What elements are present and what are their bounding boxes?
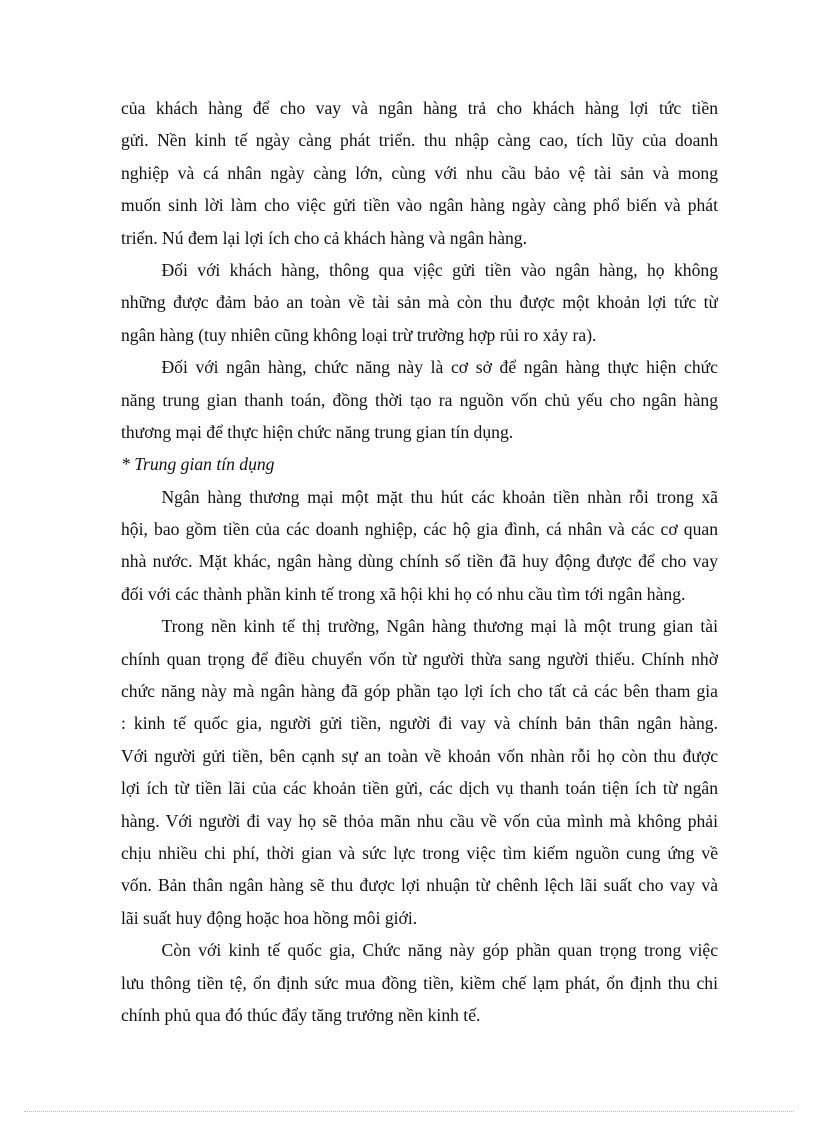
text-line: những được đảm bảo an toàn về tài sản mà còn thu được một khoản lợi tức từ (121, 292, 718, 313)
paragraph (121, 610, 718, 934)
text-line: nghiệp và cá nhân ngày càng lớn, cùng với nhu cầu bảo vệ tài sản và mong (121, 162, 718, 183)
text-line: lưu thông tiền tệ, ổn định sức mua đồng tiền, kiềm chế lạm phát, ổn định thu chi (121, 972, 718, 993)
text-line: chính quan trọng để điều chuyển vốn từ người thừa sang người thiếu. Chính nhờ (121, 648, 718, 669)
text-line: muốn sinh lời làm cho việc gửi tiền vào ngân hàng ngày càng phổ biến và phát (121, 195, 718, 216)
text-line: triển. Nú đem lại lợi ích cho cả khách hàng và ngân hàng. (121, 227, 528, 248)
text-line: lãi suất huy động hoặc hoa hồng môi giới. (121, 907, 418, 928)
heading-text: * Trung gian tín dụng (121, 454, 275, 475)
text-line: Với người gửi tiền, bên cạnh sự an toàn về khoản vốn nhàn rỗi họ còn thu được (121, 745, 718, 766)
text-line: Còn với kinh tế quốc gia, Chức năng này góp phần quan trọng trong việc (161, 940, 718, 961)
text-line: vốn. Bản thân ngân hàng sẽ thu được lợi nhuận từ chênh lệch lãi suất cho vay và (121, 875, 718, 896)
text-line: Đối với ngân hàng, chức năng này là cơ sở để ngân hàng thực hiện chức (161, 357, 718, 378)
text-line: chịu nhiều chi phí, thời gian và sức lực trong việc tìm kiếm nguồn cung ứng về (121, 842, 718, 863)
paragraph (121, 92, 718, 254)
text-line: Đối với khách hàng, thông qua vịệc gửi tiền vào ngân hàng, họ không (161, 259, 718, 280)
section-heading (121, 448, 718, 480)
text-line: ngân hàng (tuy nhiên cũng không loại trừ trường hợp rủi ro xảy ra). (121, 324, 597, 345)
text-line: lợi ích từ tiền lãi của các khoản tiền gửi, các dịch vụ thanh toán tiện ích từ ngân (121, 778, 718, 799)
text-line: thương mại để thực hiện chức năng trung gian tín dụng. (121, 421, 514, 442)
page-bottom-divider (24, 1111, 794, 1112)
text-line: Ngân hàng thương mại một mặt thu hút các khoản tiền nhàn rỗi trong xã (161, 486, 718, 507)
text-line: nhà nước. Mặt khác, ngân hàng dùng chính số tiền đã huy động được để cho vay (121, 551, 718, 572)
paragraph (121, 481, 718, 611)
paragraph (121, 254, 718, 351)
text-line: : kinh tế quốc gia, người gửi tiền, người đi vay và chính bản thân ngân hàng. (121, 713, 718, 734)
text-line: hàng. Với người đi vay họ sẽ thỏa mãn nhu cầu về vốn của mình mà không phải (121, 810, 718, 831)
text-line: chức năng này mà ngân hàng đã góp phần tạo lợi ích cho tất cả các bên tham gia (121, 681, 718, 702)
text-line: hội, bao gồm tiền của các doanh nghiệp, các hộ gia đình, cá nhân và các cơ quan (121, 519, 718, 540)
text-line: của khách hàng để cho vay và ngân hàng trả cho khách hàng lợi tức tiền (121, 98, 718, 118)
paragraph (121, 351, 718, 448)
paragraph (121, 934, 718, 1031)
text-line: năng trung gian thanh toán, đồng thời tạo ra nguồn vốn chủ yếu cho ngân hàng (121, 389, 718, 410)
text-line: Trong nền kinh tế thị trường, Ngân hàng thương mại là một trung gian tài (161, 616, 718, 637)
text-line: chính phủ qua đó thúc đẩy tăng trưởng nền kinh tế. (121, 1004, 481, 1025)
text-line: đối với các thành phần kinh tế trong xã hội khi họ có nhu cầu tìm tới ngân hàng. (121, 583, 686, 604)
document-body (121, 92, 718, 1031)
text-line: gửi. Nền kinh tế ngày càng phát triển. thu nhập càng cao, tích lũy của doanh (121, 130, 718, 151)
